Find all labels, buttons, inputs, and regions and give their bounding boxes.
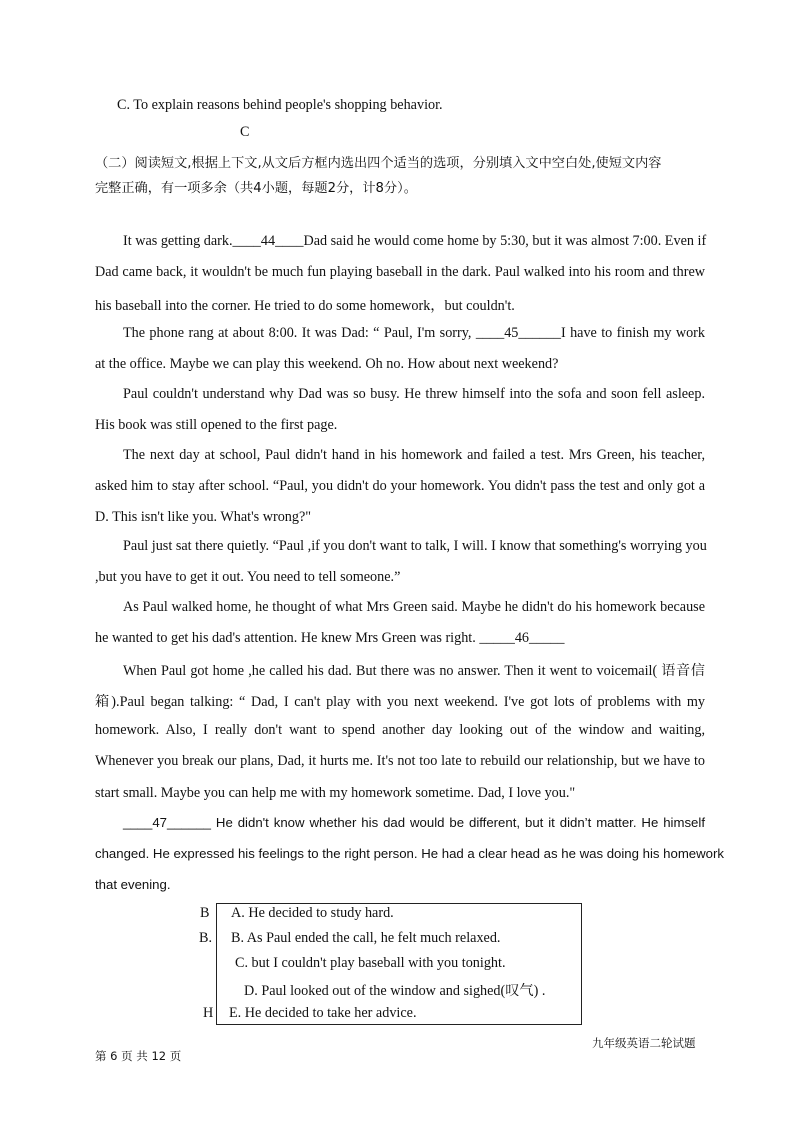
passage-line: Paul just sat there quietly. “Paul ,if you don't want to talk, I will. I know that something's worrying you [123,538,707,554]
answer-mark: H [203,1005,214,1021]
option-e: E. He decided to take her advice. [229,1005,417,1021]
passage-line: D. This isn't like you. What's wrong?" [95,509,312,525]
previous-answer: C [240,124,250,140]
passage-line: his baseball into the corner. He tried to do some homework，but couldn't. [95,298,515,314]
passage-line: As Paul walked home, he thought of what Mrs Green said. Maybe he didn't do his homework because [123,599,705,615]
passage-line: he wanted to get his dad's attention. He knew Mrs Green was right. _____46_____ [95,630,565,646]
answer-mark: B. [199,930,213,946]
passage-line: start small. Maybe you can help me with my homework sometime. Dad, I love you." [95,785,576,801]
passage-line: at the office. Maybe we can play this weekend. Oh no. How about next weekend? [95,356,559,372]
passage-line: Paul couldn't understand why Dad was so busy. He threw himself into the sofa and soon fell asleep. [123,386,705,402]
passage-line: ,but you have to get it out. You need to tell someone.” [95,569,401,585]
answer-mark: B [200,905,210,921]
passage-line: The next day at school, Paul didn't hand in his homework and failed a test. Mrs Green, his teacher, [123,447,705,463]
previous-option-c: C. To explain reasons behind people's shopping behavior. [117,97,443,113]
passage-line: The phone rang at about 8:00. It was Dad: “ Paul, I'm sorry, ____45______I have to finish my work [123,325,705,341]
passage-line: ____47______ He didn't know whether his dad would be different, but it didn’t matter. He himself [123,815,705,830]
passage-line: asked him to stay after school. “Paul, you didn't do your homework. You didn't pass the test and only got a [95,478,705,494]
passage-line: homework. Also, I really don't want to spend another day looking out of the window and waiting, [95,722,705,738]
option-c: C. but I couldn't play baseball with you tonight. [235,955,506,971]
option-b: B. As Paul ended the call, he felt much relaxed. [231,930,501,946]
option-d: D. Paul looked out of the window and sighed(叹气) . [244,983,546,999]
option-a: A. He decided to study hard. [231,905,394,921]
passage-line: changed. He expressed his feelings to the right person. He had a clear head as he was doing his homework [95,846,724,861]
section-instructions-line2: 完整正确，有一项多余（共4小题，每题2分，计8分）。 [95,181,417,196]
passage-line: It was getting dark.____44____Dad said he would come home by 5:30, but it was almost 7:00. Even if [123,233,707,249]
passage-line: that evening. [95,877,171,892]
passage-line: Whenever you break our plans, Dad, it hurts me. It's not too late to rebuild our relationship, but we have to [95,753,705,769]
passage-line: His book was still opened to the first page. [95,417,338,433]
passage-line: Dad came back, it wouldn't be much fun playing baseball in the dark. Paul walked into his room and threw [95,264,705,280]
section-instructions-line1: （二）阅读短文,根据上下文,从文后方框内选出四个适当的选项，分别填入文中空白处,使短文内容 [95,156,662,171]
passage-line: When Paul got home ,he called his dad. But there was no answer. Then it went to voicemail( 语音信 [123,663,705,679]
page-number: 第 6 页 共 12 页 [95,1049,182,1063]
footer-title: 九年级英语二轮试题 [592,1036,696,1050]
passage-line: 箱).Paul began talking: “ Dad, I can't play with you next weekend. I've got lots of problems with my [95,694,705,710]
